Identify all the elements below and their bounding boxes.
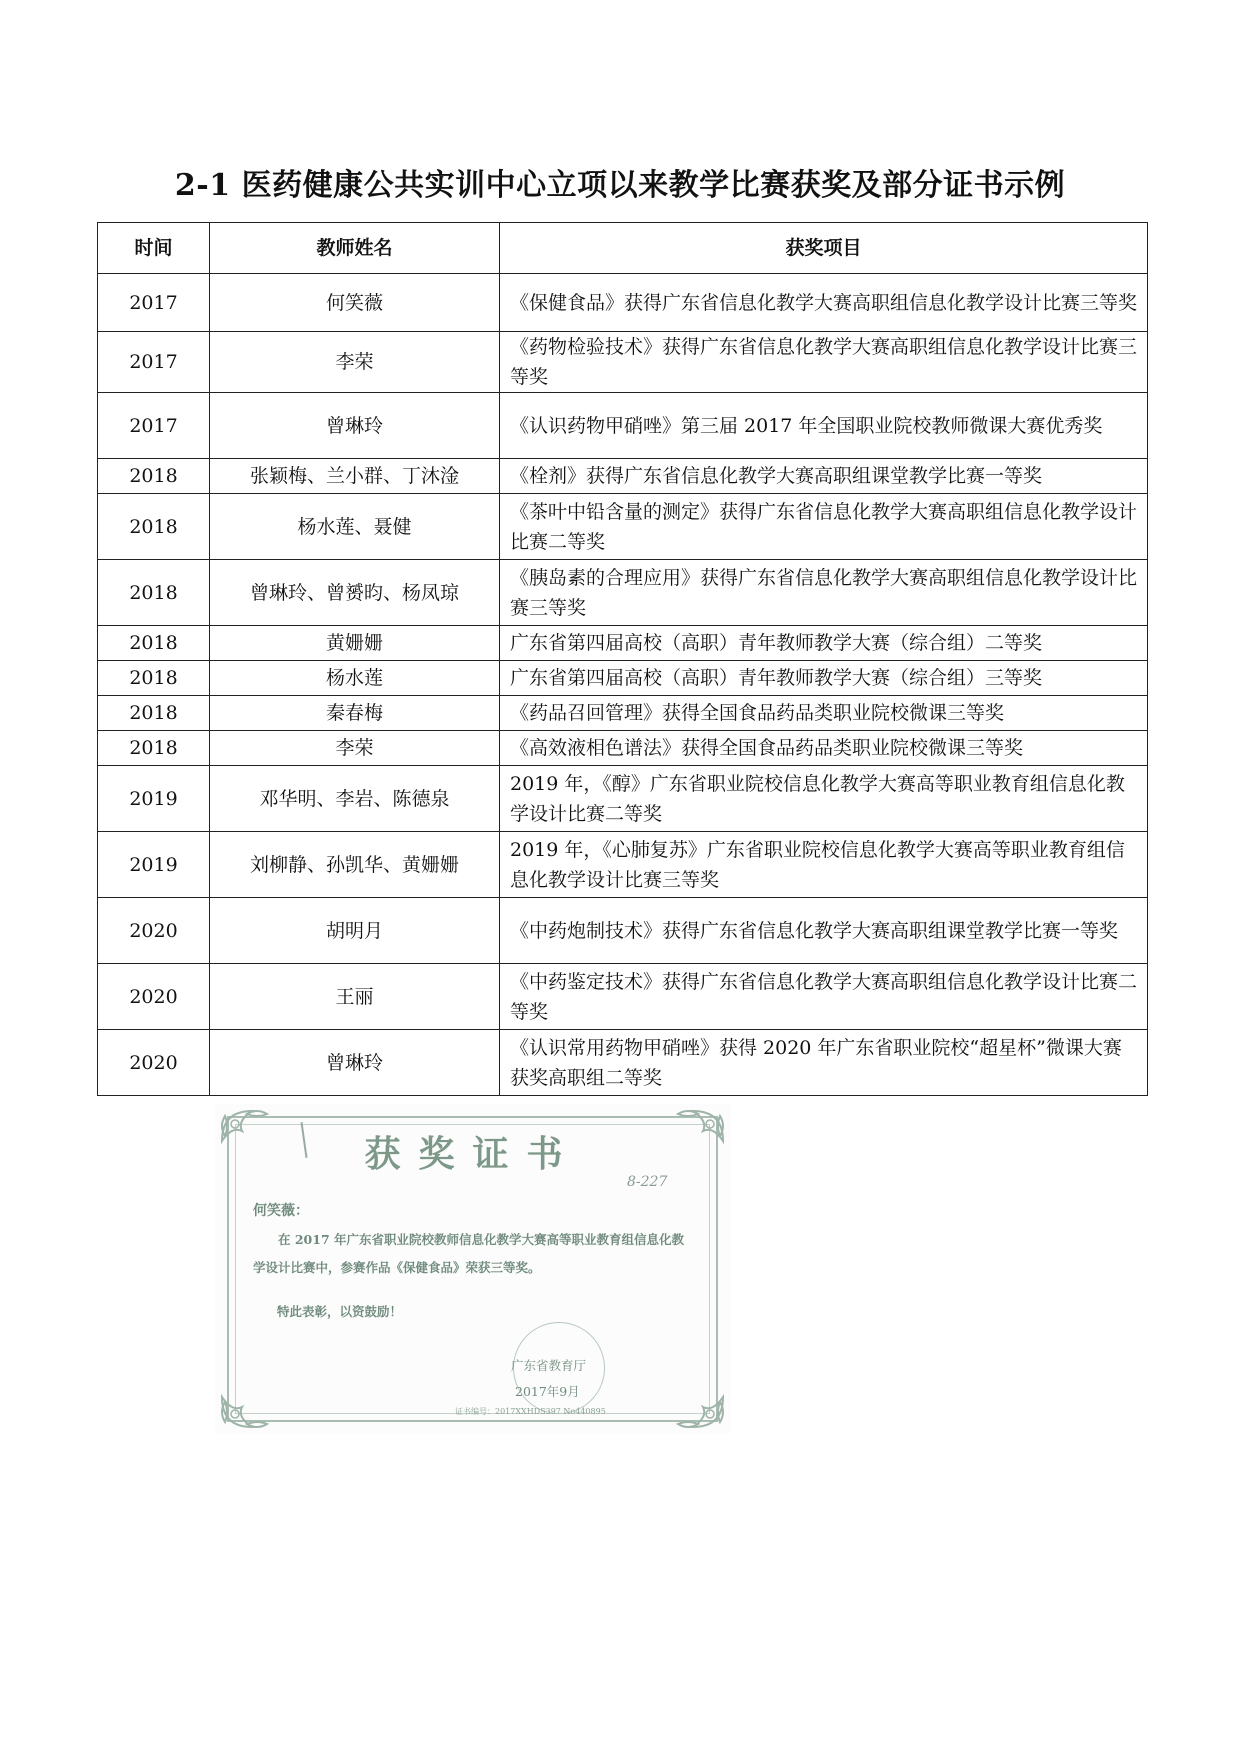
table-row xyxy=(98,766,1148,832)
row-teacher: 黄姗姗 xyxy=(210,626,500,661)
certificate-date: 2017年9月 xyxy=(515,1384,580,1399)
certificate-number: 证书编号：2017XXHDS397 No440895 xyxy=(455,1407,606,1416)
table-row xyxy=(98,332,1148,393)
row-teacher: 曾琳玲、曾赟昀、杨凤琼 xyxy=(210,560,500,626)
table-row xyxy=(98,494,1148,560)
table-row xyxy=(98,832,1148,898)
header-teacher: 教师姓名 xyxy=(210,223,500,274)
row-teacher: 李荣 xyxy=(210,332,500,393)
table-header-row xyxy=(98,223,1148,274)
header-award: 获奖项目 xyxy=(500,223,1148,274)
row-teacher: 王丽 xyxy=(210,964,500,1030)
row-year: 2018 xyxy=(98,661,210,696)
table-row xyxy=(98,696,1148,731)
table-row xyxy=(98,459,1148,494)
row-year: 2018 xyxy=(98,560,210,626)
row-award: 2019 年，《醇》广东省职业院校信息化教学大赛高等职业教育组信息化教学设计比赛二等奖 xyxy=(500,766,1148,832)
table-row xyxy=(98,731,1148,766)
row-award: 《认识常用药物甲硝唑》获得 2020 年广东省职业院校“超星杯”微课大赛获奖高职组二等奖 xyxy=(500,1030,1148,1096)
row-year: 2017 xyxy=(98,332,210,393)
row-teacher: 杨水莲、聂健 xyxy=(210,494,500,560)
awards-table xyxy=(97,222,1148,1096)
table-row xyxy=(98,560,1148,626)
table-row xyxy=(98,274,1148,332)
row-year: 2019 xyxy=(98,766,210,832)
certificate-issuer: 广东省教育厅 xyxy=(511,1358,587,1373)
table-row xyxy=(98,393,1148,459)
row-award: 《药物检验技术》获得广东省信息化教学大赛高职组信息化教学设计比赛三等奖 xyxy=(500,332,1148,393)
row-teacher: 刘柳静、孙凯华、黄姗姗 xyxy=(210,832,500,898)
row-teacher: 曾琳玲 xyxy=(210,393,500,459)
row-year: 2018 xyxy=(98,696,210,731)
row-teacher: 张颖梅、兰小群、丁沐淦 xyxy=(210,459,500,494)
row-teacher: 秦春梅 xyxy=(210,696,500,731)
handwritten-note: 8-227 xyxy=(627,1174,668,1190)
row-award: 《认识药物甲硝唑》第三届 2017 年全国职业院校教师微课大赛优秀奖 xyxy=(500,393,1148,459)
row-year: 2020 xyxy=(98,1030,210,1096)
corner-ornament-icon xyxy=(658,1392,728,1432)
row-year: 2018 xyxy=(98,626,210,661)
row-award: 广东省第四届高校（高职）青年教师教学大赛（综合组）二等奖 xyxy=(500,626,1148,661)
row-award: 《药品召回管理》获得全国食品药品类职业院校微课三等奖 xyxy=(500,696,1148,731)
row-award: 《中药炮制技术》获得广东省信息化教学大赛高职组课堂教学比赛一等奖 xyxy=(500,898,1148,964)
row-teacher: 邓华明、李岩、陈德泉 xyxy=(210,766,500,832)
table-row xyxy=(98,661,1148,696)
table-row xyxy=(98,1030,1148,1096)
row-year: 2018 xyxy=(98,494,210,560)
row-award: 《栓剂》获得广东省信息化教学大赛高职组课堂教学比赛一等奖 xyxy=(500,459,1148,494)
row-award: 2019 年，《心肺复苏》广东省职业院校信息化教学大赛高等职业教育组信息化教学设计比赛三等奖 xyxy=(500,832,1148,898)
table-row xyxy=(98,964,1148,1030)
row-year: 2018 xyxy=(98,459,210,494)
row-year: 2018 xyxy=(98,731,210,766)
table-row xyxy=(98,898,1148,964)
row-award: 《高效液相色谱法》获得全国食品药品类职业院校微课三等奖 xyxy=(500,731,1148,766)
header-year: 时间 xyxy=(98,223,210,274)
certificate-title: 获奖证书 xyxy=(364,1133,581,1175)
row-teacher: 杨水莲 xyxy=(210,661,500,696)
row-teacher: 李荣 xyxy=(210,731,500,766)
certificate-recipient: 何笑薇： xyxy=(253,1203,309,1219)
row-award: 《胰岛素的合理应用》获得广东省信息化教学大赛高职组信息化教学设计比赛三等奖 xyxy=(500,560,1148,626)
certificate-closing: 特此表彰，以资鼓励！ xyxy=(277,1304,403,1319)
row-award: 广东省第四届高校（高职）青年教师教学大赛（综合组）三等奖 xyxy=(500,661,1148,696)
row-year: 2020 xyxy=(98,898,210,964)
row-year: 2017 xyxy=(98,274,210,332)
row-teacher: 胡明月 xyxy=(210,898,500,964)
row-award: 《保健食品》获得广东省信息化教学大赛高职组信息化教学设计比赛三等奖 xyxy=(500,274,1148,332)
row-year: 2019 xyxy=(98,832,210,898)
row-teacher: 何笑薇 xyxy=(210,274,500,332)
row-year: 2020 xyxy=(98,964,210,1030)
certificate-body: 在 2017 年广东省职业院校教师信息化教学大赛高等职业教育组信息化教学设计比赛中，参赛作品《保健食品》荣获三等奖。 xyxy=(253,1232,684,1275)
row-year: 2017 xyxy=(98,393,210,459)
row-teacher: 曾琳玲 xyxy=(210,1030,500,1096)
page-title: 2-1 医药健康公共实训中心立项以来教学比赛获奖及部分证书示例 xyxy=(174,168,1066,203)
corner-ornament-icon xyxy=(217,1392,287,1432)
award-certificate-image xyxy=(215,1104,730,1434)
table-row xyxy=(98,626,1148,661)
row-award: 《中药鉴定技术》获得广东省信息化教学大赛高职组信息化教学设计比赛二等奖 xyxy=(500,964,1148,1030)
row-award: 《茶叶中铅含量的测定》获得广东省信息化教学大赛高职组信息化教学设计比赛二等奖 xyxy=(500,494,1148,560)
